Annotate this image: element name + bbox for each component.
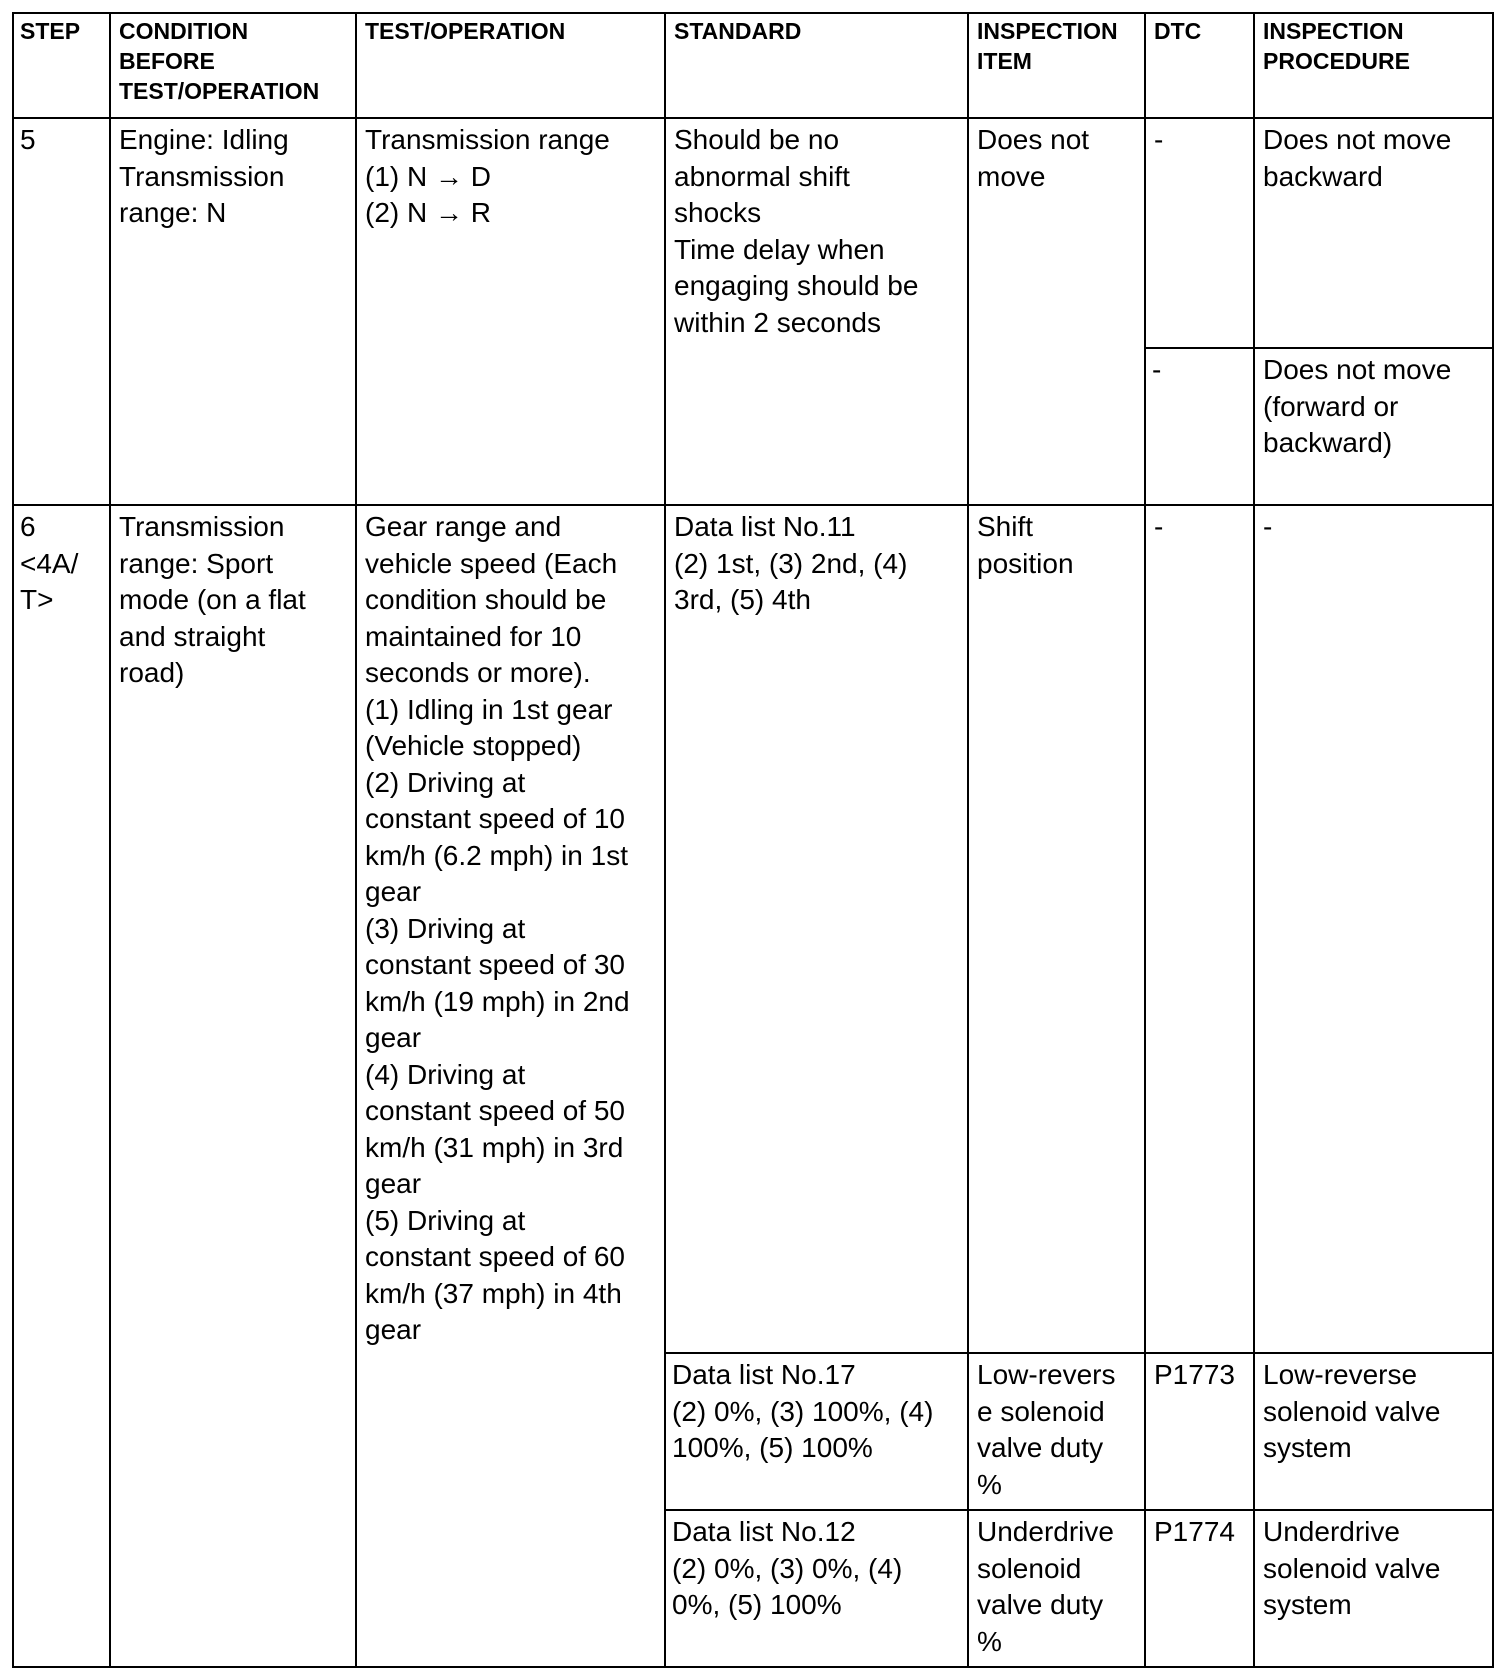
table-row — [13, 118, 1493, 348]
header-standard: STANDARD — [665, 13, 968, 118]
header-row — [13, 13, 1493, 118]
step6-procedure: Low-reverse solenoid valve system — [1254, 1353, 1493, 1510]
step5-dtc: - — [1145, 118, 1254, 348]
header-dtc: DTC — [1145, 13, 1254, 118]
step5-procedure: Does not move (forward or backward) — [1254, 348, 1493, 505]
step6-dtc: P1774 — [1145, 1510, 1254, 1667]
step6-condition: Transmission range: Sport mode (on a flat and straight road) — [110, 505, 356, 1667]
inspection-table — [12, 12, 1494, 1668]
step6-step: 6 <4A/ T> — [13, 505, 110, 1667]
step6-test-operation: Gear range and vehicle speed (Each condition should be maintained for 10 seconds or more). (1) Idling in 1st gear (Vehicle stopped) (2) Driving at constant speed of 10 km/h (6.2 mph) in 1st gear (3) Driving at constant speed of 30 km/h (19 mph) in 2nd gear (4) Driving at constant speed of 50 km/h (31 mph) in 3rd gear (5) Driving at constant speed of 60 km/h (37 mph) in 4th gear — [356, 505, 665, 1667]
step6-procedure: - — [1254, 505, 1493, 1353]
table-row — [13, 505, 1493, 1353]
step5-dtc: - — [1145, 348, 1254, 505]
step5-standard: Should be no abnormal shift shocks Time delay when engaging should be within 2 seconds — [665, 118, 968, 505]
header-inspection-procedure: INSPECTION PROCEDURE — [1254, 13, 1493, 118]
step5-step: 5 — [13, 118, 110, 505]
header-step: STEP — [13, 13, 110, 118]
step6-dtc: P1773 — [1145, 1353, 1254, 1510]
step6-procedure: Underdrive solenoid valve system — [1254, 1510, 1493, 1667]
step6-inspection-item: Underdrive solenoid valve duty % — [968, 1510, 1145, 1667]
step6-dtc: - — [1145, 505, 1254, 1353]
step5-procedure: Does not move backward — [1254, 118, 1493, 348]
step5-inspection-item: Does not move — [968, 118, 1145, 505]
step6-standard: Data list No.12 (2) 0%, (3) 0%, (4) 0%, (5) 100% — [665, 1510, 968, 1667]
step6-inspection-item: Shift position — [968, 505, 1145, 1353]
header-condition: CONDITION BEFORE TEST/OPERATION — [110, 13, 356, 118]
header-test-operation: TEST/OPERATION — [356, 13, 665, 118]
step5-test-operation: Transmission range (1) N → D (2) N → R — [356, 118, 665, 505]
step6-standard: Data list No.17 (2) 0%, (3) 100%, (4) 100%, (5) 100% — [665, 1353, 968, 1510]
step6-standard: Data list No.11 (2) 1st, (3) 2nd, (4) 3rd, (5) 4th — [665, 505, 968, 1353]
header-inspection-item: INSPECTION ITEM — [968, 13, 1145, 118]
step6-inspection-item: Low-revers e solenoid valve duty % — [968, 1353, 1145, 1510]
step5-condition: Engine: Idling Transmission range: N — [110, 118, 356, 505]
